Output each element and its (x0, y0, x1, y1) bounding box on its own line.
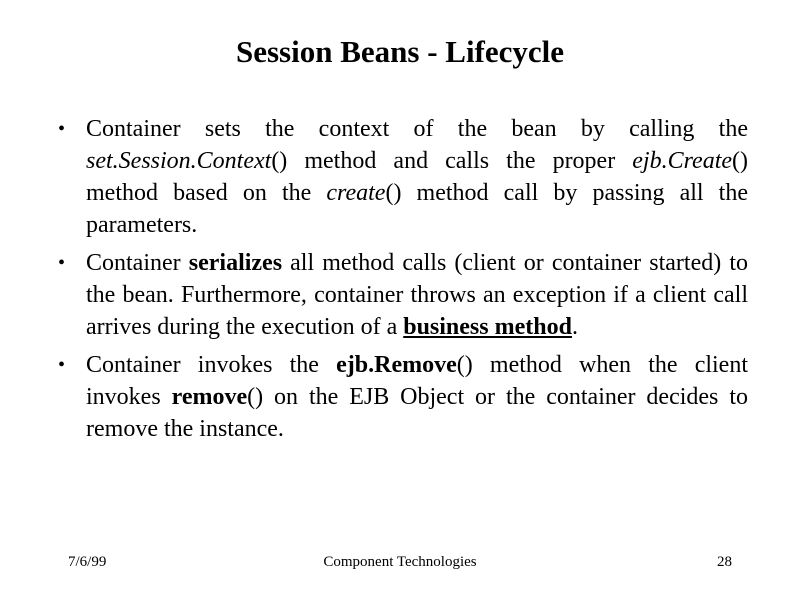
bullet-item (58, 113, 748, 241)
slide-title: Session Beans - Lifecycle (235, 34, 565, 69)
page-number: 28 (717, 554, 732, 570)
bullet-item (58, 247, 748, 343)
bullet-text: Container sets the context of the bean by calling the set.Session.Context() method and calls the proper ejb.Create() method based on the create() method call by passing all the parameters. (86, 116, 749, 238)
footer-date: 7/6/99 (68, 554, 107, 570)
bullet-text: Container invokes the ejb.Remove() method when the client invokes remove() on the EJB Object or the container decides to remove the instance. (86, 352, 748, 442)
footer-title: Component Technologies (323, 554, 477, 570)
bullet-item (58, 349, 748, 445)
bullet-dot-icon: • (58, 118, 66, 140)
bullet-list (58, 113, 748, 451)
bullet-dot-icon: • (58, 354, 66, 376)
bullet-dot-icon: • (58, 252, 66, 274)
bullet-text: Container serializes all method calls (client or container started) to the bean. Furthermore, container throws an exception if a client call arrives during the execution of a business method. (86, 250, 749, 340)
